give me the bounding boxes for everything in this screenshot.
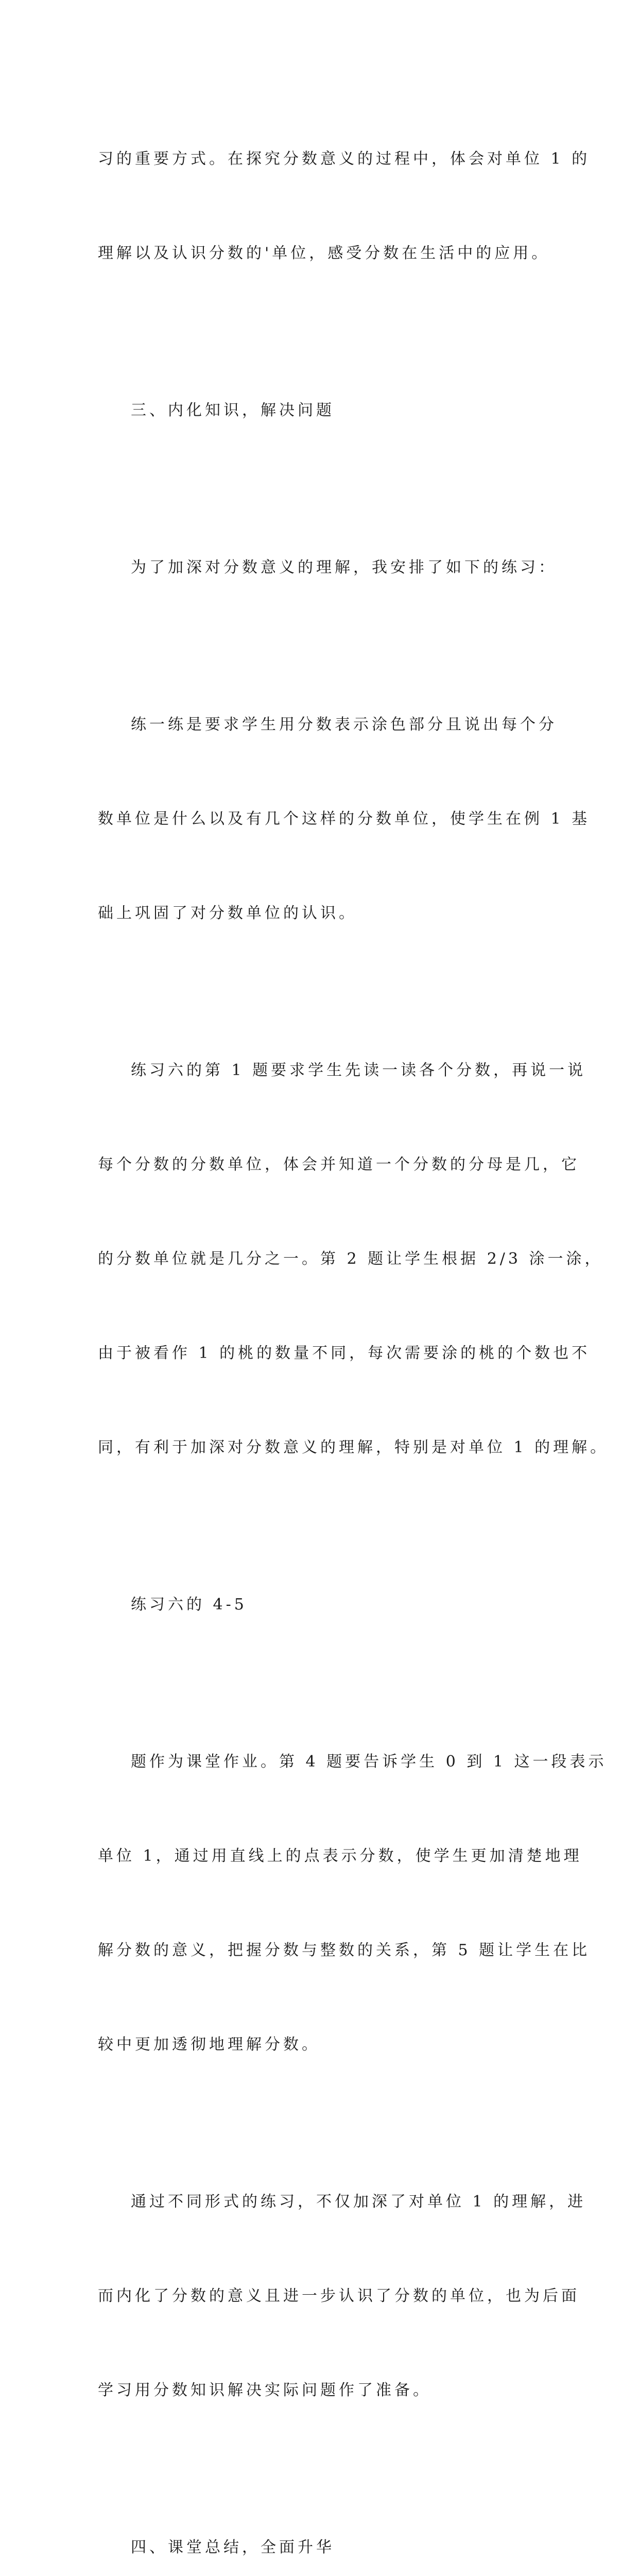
text-line: 较中更加透彻地理解分数。 xyxy=(98,2036,320,2054)
paragraph-3 xyxy=(98,489,557,646)
text-line: 而内化了分数的意义且进一步认识了分数的单位，也为后面 xyxy=(98,2287,580,2305)
text-line: 理解以及认识分数的'单位，感受分数在生活中的应用。 xyxy=(98,244,550,262)
text-line: 单位 1，通过用直线上的点表示分数，使学生更加清楚地理 xyxy=(98,1847,582,1865)
text-line: 练习六的 4-5 xyxy=(131,1596,247,1614)
text-line: 由于被看作 1 的桃的数量不同，每次需要涂的桃的个数也不 xyxy=(98,1344,591,1362)
document-body xyxy=(98,80,609,2576)
text-line: 学习用分数知识解决实际问题作了准备。 xyxy=(98,2381,431,2399)
text-line: 练一练是要求学生用分数表示涂色部分且说出每个分 xyxy=(131,716,557,734)
text-line: 习的重要方式。在探究分数意义的过程中，体会对单位 1 的 xyxy=(98,150,591,168)
text-line: 四、课堂总结，全面升华 xyxy=(131,2538,335,2556)
section-heading-3 xyxy=(98,332,546,489)
text-line: 三、内化知识，解决问题 xyxy=(131,401,335,419)
text-line: 解分数的意义，把握分数与整数的关系，第 5 题让学生在比 xyxy=(98,1941,591,1959)
text-line: 为了加深对分数意义的理解，我安排了如下的练习： xyxy=(131,558,557,577)
text-line: 数单位是什么以及有几个这样的分数单位，使学生在例 1 基 xyxy=(98,810,591,828)
paragraph-6 xyxy=(98,1526,546,1683)
paragraph-5 xyxy=(98,992,609,1526)
paragraph-1 xyxy=(98,80,591,332)
text-line: 通过不同形式的练习，不仅加深了对单位 1 的理解，进 xyxy=(131,2193,586,2211)
text-line: 同，有利于加深对分数意义的理解，特别是对单位 1 的理解。 xyxy=(98,1438,609,1456)
text-line: 的分数单位就是几分之一。第 2 题让学生根据 2/3 涂一涂， xyxy=(98,1250,603,1268)
paragraph-8 xyxy=(98,2123,586,2469)
text-line: 题作为课堂作业。第 4 题要告诉学生 0 到 1 这一段表示 xyxy=(131,1753,607,1771)
text-line: 础上巩固了对分数单位的认识。 xyxy=(98,904,357,922)
paragraph-7 xyxy=(98,1683,607,2123)
text-line: 每个分数的分数单位，体会并知道一个分数的分母是几，它 xyxy=(98,1156,580,1174)
paragraph-4 xyxy=(98,646,591,992)
section-heading-4 xyxy=(98,2469,546,2576)
text-line: 练习六的第 1 题要求学生先读一读各个分数，再说一说 xyxy=(131,1061,586,1079)
